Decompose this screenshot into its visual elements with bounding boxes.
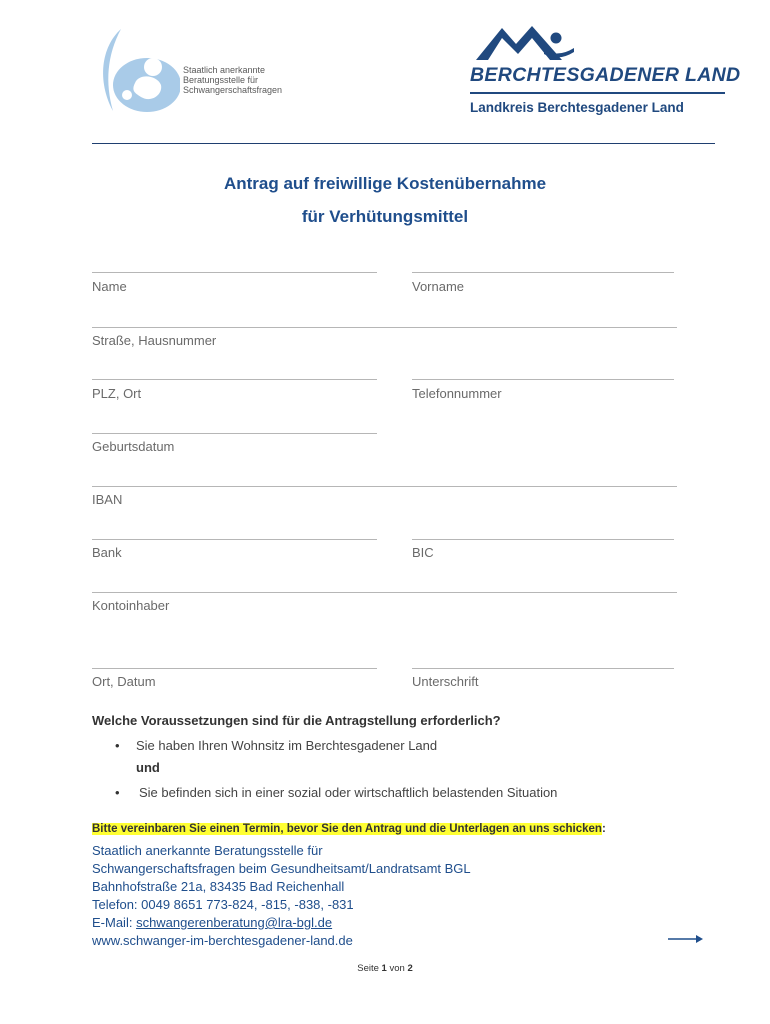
contact-phone: Telefon: 0049 8651 773-824, -815, -838, -831 (92, 897, 354, 912)
signature-field-line[interactable] (412, 668, 674, 669)
name-field-line[interactable] (92, 272, 377, 273)
phone-field-line[interactable] (412, 379, 674, 380)
logo-text-line: Staatlich anerkannte (183, 65, 266, 75)
notice-suffix: : (601, 823, 606, 835)
header-divider (92, 143, 715, 144)
page-current: 1 (381, 963, 387, 974)
street-label: Straße, Hausnummer (92, 333, 217, 348)
bic-field-line[interactable] (412, 539, 674, 540)
bullet: • (115, 785, 120, 800)
birthdate-label: Geburtsdatum (92, 439, 175, 454)
contact-email-row (92, 915, 332, 930)
account-holder-label: Kontoinhaber (92, 598, 170, 613)
notice-highlight: Bitte vereinbaren Sie einen Termin, bevor Sie den Antrag und die Unterlagen an uns schicken (92, 823, 602, 835)
street-field-line[interactable] (92, 327, 677, 328)
pregnancy-logo-icon (95, 25, 180, 117)
brand-divider (470, 92, 725, 94)
place-date-field-line[interactable] (92, 668, 377, 669)
signature-label: Unterschrift (412, 674, 479, 689)
requirement-item: Sie befinden sich in einer sozial oder wirtschaftlich belastenden Situation (139, 785, 558, 800)
bank-field-line[interactable] (92, 539, 377, 540)
iban-label: IBAN (92, 492, 123, 507)
contact-line: Schwangerschaftsfragen beim Gesundheitsamt/Landratsamt BGL (92, 861, 471, 876)
page-number (0, 963, 770, 974)
place-date-label: Ort, Datum (92, 674, 156, 689)
appointment-notice (92, 823, 606, 835)
bank-label: Bank (92, 545, 122, 560)
logo-text-line: Beratungsstelle für (183, 75, 259, 85)
email-link[interactable]: schwangerenberatung@lra-bgl.de (136, 915, 333, 930)
website-link[interactable]: www.schwanger-im-berchtesgadener-land.de (92, 933, 353, 948)
page-prefix: Seite (357, 963, 382, 974)
account-holder-field-line[interactable] (92, 592, 677, 593)
phone-label: Telefonnummer (412, 386, 502, 401)
page-total: 2 (407, 963, 413, 974)
name-label: Name (92, 279, 127, 294)
zip-city-field-line[interactable] (92, 379, 377, 380)
vorname-field-line[interactable] (412, 272, 674, 273)
bic-label: BIC (412, 545, 434, 560)
birthdate-field-line[interactable] (92, 433, 377, 434)
district-logo (470, 22, 741, 122)
requirement-item: Sie haben Ihren Wohnsitz im Berchtesgadener Land (136, 738, 438, 753)
page-title: Antrag auf freiwillige Kostenübernahme (223, 174, 547, 193)
bullet: • (115, 738, 120, 753)
requirements-heading: Welche Voraussetzungen sind für die Antragstellung erforderlich? (92, 713, 501, 728)
email-prefix: E-Mail: (92, 915, 137, 930)
requirement-connector: und (136, 760, 160, 775)
zip-city-label: PLZ, Ort (92, 386, 142, 401)
page-subtitle: für Verhütungsmittel (301, 207, 469, 226)
brand-name: BERCHTESGADENER LAND (470, 64, 741, 86)
brand-subtitle: Landkreis Berchtesgadener Land (470, 100, 684, 115)
counseling-logo (95, 25, 295, 117)
vorname-label: Vorname (412, 279, 465, 294)
iban-field-line[interactable] (92, 486, 677, 487)
mountain-logo-icon (474, 22, 584, 62)
contact-address: Bahnhofstraße 21a, 83435 Bad Reichenhall (92, 879, 345, 894)
page-middle: von (386, 963, 408, 974)
arrow-right-icon (668, 933, 704, 945)
logo-text-line: Schwangerschaftsfragen (183, 85, 283, 95)
contact-line: Staatlich anerkannte Beratungsstelle für (92, 843, 323, 858)
